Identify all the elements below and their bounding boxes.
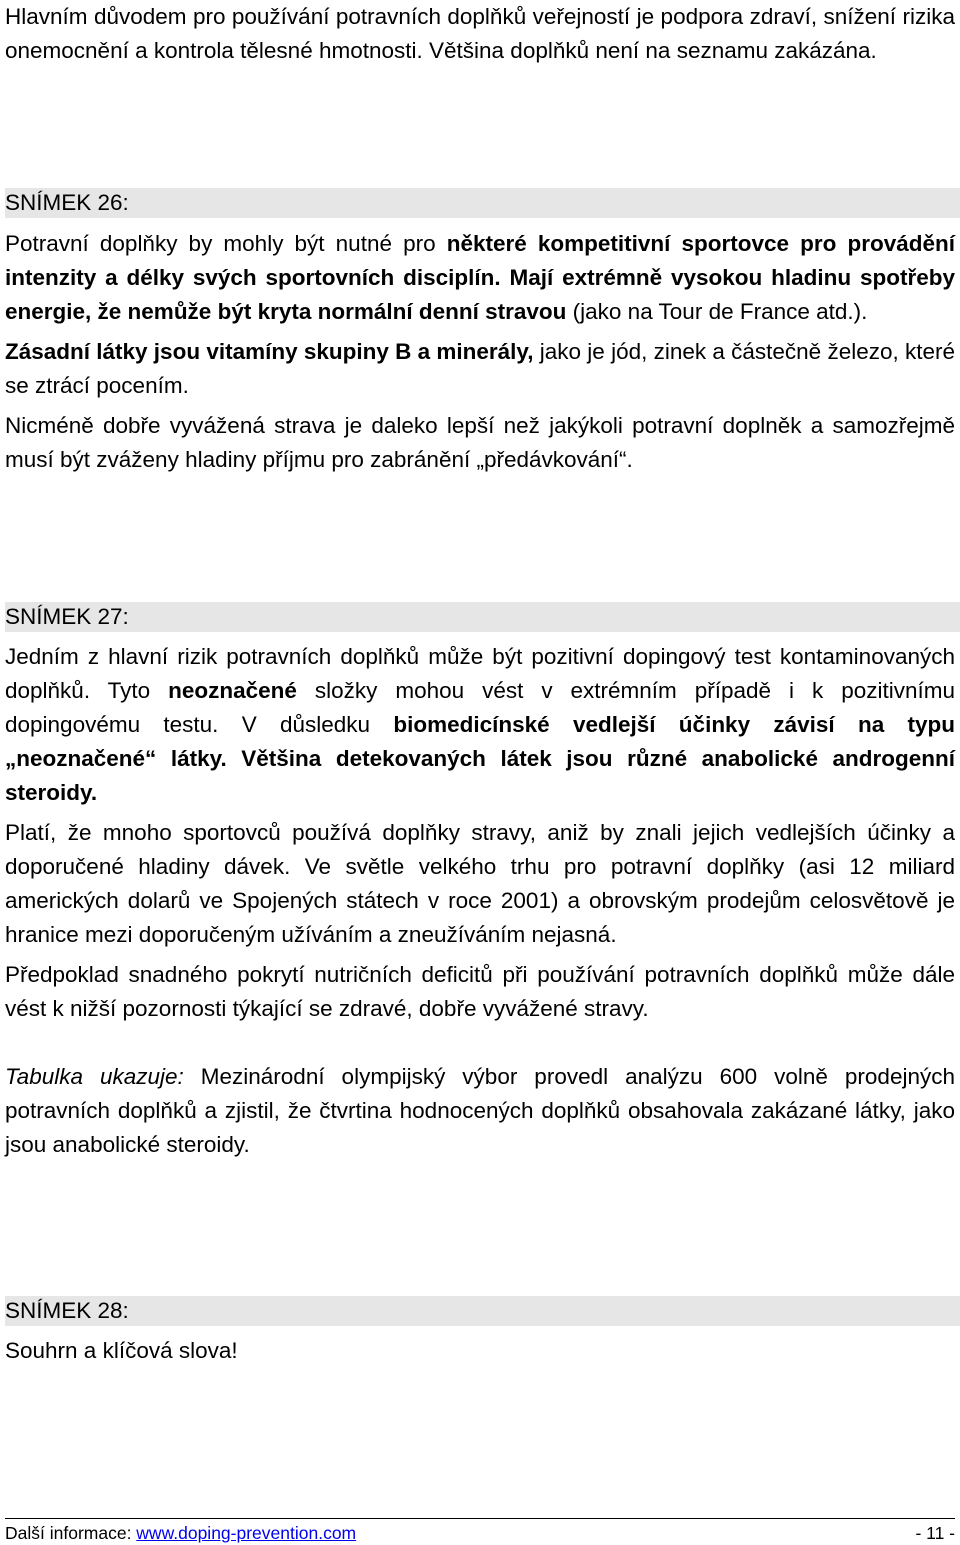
slide-27-body: [5, 640, 955, 1162]
footer-link[interactable]: www.doping-prevention.com: [136, 1523, 357, 1543]
slide-27-paragraph-3: Předpoklad snadného pokrytí nutričních deficitů při používání potravních doplňků může dále vést k nižší pozornosti týkající se zdravé, dobře vyvážené stravy.: [5, 962, 955, 1021]
slide-26-paragraph-3: Nicméně dobře vyvážená strava je daleko lepší než jakýkoli potravní doplněk a samozřejmě musí být zváženy hladiny příjmu pro zabránění „předávkování“.: [5, 413, 955, 472]
page-footer: [5, 1522, 955, 1544]
slide-27-heading: [5, 602, 960, 632]
slide-26-p2-text: jako je jód, zinek a částečně železo, které se ztrácí pocením.: [5, 339, 956, 398]
slide-26-p1-text: Potravní doplňky by mohly být nutné pro: [5, 231, 447, 256]
slide-27-p1-emphasis-2: biomedicínské vedlejší účinky závisí na typu „neoznačené“ látky. Většina detekovaných látek jsou různé anabolické androgenní steroidy.: [5, 712, 955, 805]
intro-paragraph: [5, 0, 955, 68]
slide-27-paragraph-2: Platí, že mnoho sportovců používá doplňky stravy, aniž by znali jejich vedlejších účinky a doporučené hladiny dávek. Ve světle velkého trhu pro potravní doplňky (asi 12 miliard amerických dolarů ve Spojených státech v roce 2001) a obrovským prodejům celosvětově je hranice mezi doporučeným užíváním a zneužíváním nejasná.: [5, 820, 955, 947]
slide-26-heading-text: SNÍMEK 26:: [5, 190, 129, 215]
slide-27-p1-text: Jedním z hlavní rizik potravních doplňků může být pozitivní dopingový test kontaminovaných doplňků. Tyto: [5, 644, 955, 703]
footer-divider: [5, 1518, 955, 1519]
slide-27-p1-emphasis: neoznačené: [168, 678, 297, 703]
intro-text: Hlavním důvodem pro používání potravních doplňků veřejností je podpora zdraví, snížení rizika onemocnění a kontrola tělesné hmotnosti. Většina doplňků není na seznamu zakázána.: [5, 4, 955, 63]
slide-27-p4-text: Mezinárodní olympijský výbor provedl analýzu 600 volně prodejných potravních doplňků a zjistil, že čtvrtina hodnocených doplňků obsahovala zakázané látky, jako jsou anabolické steroidy.: [5, 1064, 955, 1157]
slide-26-p1-tail: (jako na Tour de France atd.).: [566, 299, 868, 324]
slide-26-paragraph-1: [5, 227, 955, 329]
slide-26-heading: [5, 188, 960, 218]
slide-27-paragraph-4: [5, 1060, 955, 1162]
slide-27-paragraph-1: [5, 640, 955, 810]
slide-28-paragraph-1: Souhrn a klíčová slova!: [5, 1338, 238, 1363]
slide-27-heading-text: SNÍMEK 27:: [5, 604, 129, 629]
slide-27-p1-middle: složky mohou vést v extrémním případě i k pozitivnímu dopingovému testu. V důsledku: [5, 678, 955, 737]
table-caption-label: Tabulka ukazuje:: [5, 1064, 184, 1089]
slide-26-p1-emphasis: některé kompetitivní sportovce pro provádění intenzity a délky svých sportovních disciplín. Mají extrémně vysokou hladinu spotřeby energie, že nemůže být kryta normální denní stravou: [5, 231, 955, 324]
page-number: - 11 -: [915, 1523, 955, 1543]
slide-28-body: [5, 1334, 955, 1368]
footer-label: Další informace:: [5, 1523, 137, 1543]
slide-28-heading-text: SNÍMEK 28:: [5, 1298, 129, 1323]
slide-26-p2-emphasis: Zásadní látky jsou vitamíny skupiny B a minerály,: [5, 339, 534, 364]
slide-26-body: [5, 227, 955, 477]
slide-26-paragraph-2: [5, 335, 955, 403]
slide-28-heading: [5, 1296, 960, 1326]
